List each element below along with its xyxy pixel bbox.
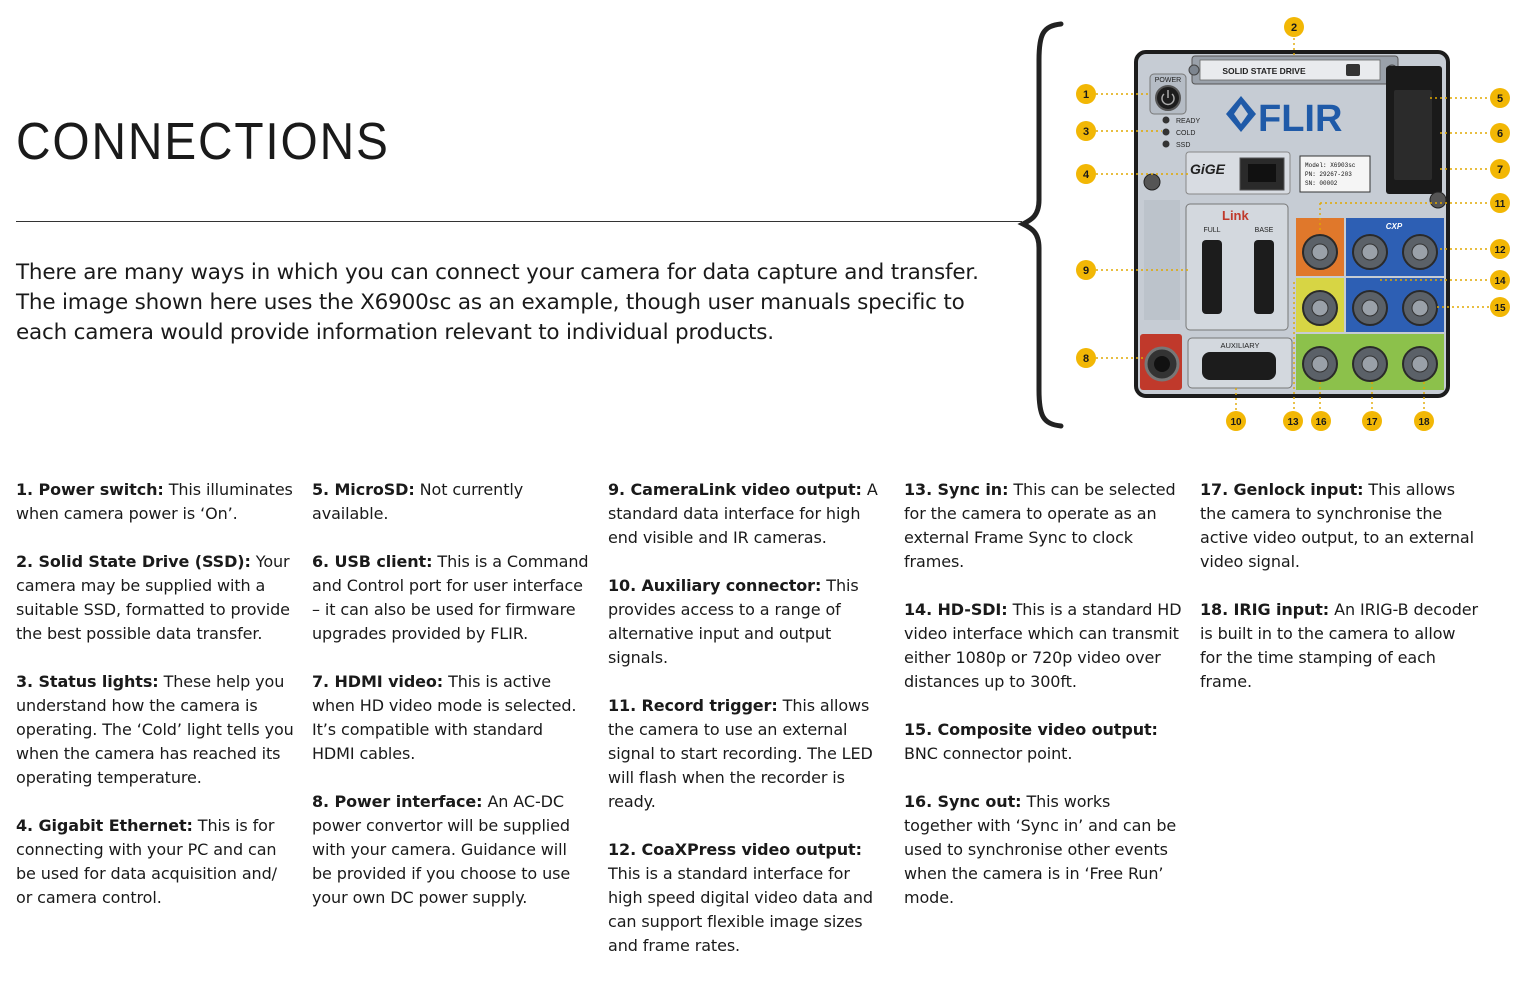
callout-18 bbox=[1414, 411, 1434, 431]
item-hd-sdi: 14. HD-SDI: This is a standard HD video interface which can transmit either 1080p or 720p video over distances up to 300ft. bbox=[904, 600, 1182, 691]
item-auxiliary: 10. Auxiliary connector: This provides access to a range of alternative input and output signals. bbox=[608, 576, 859, 667]
item-composite-video: 15. Composite video output: BNC connector point. bbox=[904, 720, 1158, 763]
intro-paragraph: There are many ways in which you can connect your camera for data capture and transfer. The image shown here uses the X6900sc as an example, though user manuals specific to each camera would provide information relevant to individual products. bbox=[16, 260, 979, 345]
callout-label-3: 3 bbox=[1082, 126, 1090, 138]
callout-10 bbox=[1226, 411, 1246, 431]
callout-4 bbox=[1076, 164, 1096, 184]
status-ready: READY bbox=[1176, 118, 1201, 125]
item-sync-out: 16. Sync out: This works together with ‘Sync in’ and can be used to synchronise other events when the camera is in ‘Free Run’ mode. bbox=[904, 792, 1177, 907]
item-hdmi-video: 7. HDMI video: This is active when HD video mode is selected. It’s compatible with standard HDMI cables. bbox=[312, 672, 577, 763]
column-2 bbox=[312, 478, 590, 934]
callout-12 bbox=[1490, 239, 1510, 259]
camera-diagram bbox=[1070, 12, 1520, 437]
callout-label-18: 18 bbox=[1418, 417, 1430, 428]
callout-14 bbox=[1490, 270, 1510, 290]
power-label: POWER bbox=[1154, 77, 1182, 84]
item-gigabit-ethernet: 4. Gigabit Ethernet: This is for connecting with your PC and can be used for data acquisition and/ or camera control. bbox=[16, 816, 277, 907]
gige-logo: GiGE bbox=[1190, 161, 1226, 177]
callout-label-15: 15 bbox=[1494, 303, 1506, 314]
callout-label-5: 5 bbox=[1496, 93, 1504, 105]
callout-label-12: 12 bbox=[1494, 245, 1506, 256]
model-line: Model: X6903sc bbox=[1305, 162, 1356, 169]
callout-9 bbox=[1076, 260, 1096, 280]
column-4 bbox=[904, 478, 1182, 934]
callout-label-16: 16 bbox=[1315, 417, 1327, 428]
column-1 bbox=[16, 478, 294, 934]
callout-label-6: 6 bbox=[1496, 128, 1504, 140]
callout-2 bbox=[1284, 17, 1304, 37]
callout-label-7: 7 bbox=[1496, 164, 1504, 176]
item-usb-client: 6. USB client: This is a Command and Control port for user interface – it can also be used for firmware upgrades provided by FLIR. bbox=[312, 552, 589, 643]
title-divider bbox=[16, 221, 1022, 222]
auxiliary-label: AUXILIARY bbox=[1220, 341, 1260, 350]
item-power-switch: 1. Power switch: This illuminates when camera power is ‘On’. bbox=[16, 480, 293, 523]
callout-label-13: 13 bbox=[1287, 417, 1299, 428]
cameralink-logo: Link bbox=[1222, 208, 1249, 223]
callout-8 bbox=[1076, 348, 1096, 368]
status-cold: COLD bbox=[1176, 130, 1196, 137]
callout-16 bbox=[1311, 411, 1331, 431]
callout-label-4: 4 bbox=[1082, 169, 1090, 181]
callout-7 bbox=[1490, 159, 1510, 179]
sn-line: SN: 00002 bbox=[1305, 180, 1338, 187]
cameralink-full-port bbox=[1202, 240, 1222, 314]
callout-label-17: 17 bbox=[1366, 417, 1378, 428]
item-ssd: 2. Solid State Drive (SSD): Your camera may be supplied with a suitable SSD, formatted to provide the best possible data transfer. bbox=[16, 552, 290, 643]
callout-label-9: 9 bbox=[1082, 265, 1090, 277]
callout-5 bbox=[1490, 88, 1510, 108]
callout-13 bbox=[1283, 411, 1303, 431]
cameralink-base-port bbox=[1254, 240, 1274, 314]
callout-label-10: 10 bbox=[1230, 417, 1242, 428]
item-coaxpress: 12. CoaXPress video output: This is a standard interface for high speed digital video data and can support flexible image sizes and frame rates. bbox=[608, 840, 873, 955]
callout-label-1: 1 bbox=[1082, 89, 1090, 101]
cxp-label: CXP bbox=[1385, 222, 1403, 231]
callout-label-14: 14 bbox=[1494, 276, 1506, 287]
callout-15 bbox=[1490, 297, 1510, 317]
column-3 bbox=[608, 478, 886, 982]
item-status-lights: 3. Status lights: These help you understand how the camera is operating. The ‘Cold’ light tells you when the camera has reached its operating temperature. bbox=[16, 672, 294, 787]
curly-brace bbox=[1015, 20, 1065, 430]
cameralink-base: BASE bbox=[1254, 227, 1274, 234]
item-power-interface: 8. Power interface: An AC-DC power convertor will be supplied with your camera. Guidance will be provided if you choose to use your own DC power supply. bbox=[312, 792, 571, 907]
item-irig: 18. IRIG input: An IRIG-B decoder is built in to the camera to allow for the time stamping of each frame. bbox=[1200, 600, 1478, 691]
callout-3 bbox=[1076, 121, 1096, 141]
callout-17 bbox=[1362, 411, 1382, 431]
item-sync-in: 13. Sync in: This can be selected for the camera to operate as an external Frame Sync to clock frames. bbox=[904, 480, 1176, 571]
item-genlock: 17. Genlock input: This allows the camera to synchronise the active video output, to an external video signal. bbox=[1200, 480, 1474, 571]
callout-11 bbox=[1490, 193, 1510, 213]
callout-6 bbox=[1490, 123, 1510, 143]
callout-1 bbox=[1076, 84, 1096, 104]
ssd-label: SOLID STATE DRIVE bbox=[1222, 66, 1306, 76]
item-microsd: 5. MicroSD: Not currently available. bbox=[312, 480, 524, 523]
cameralink-full: FULL bbox=[1203, 227, 1221, 234]
page-title: CONNECTIONS bbox=[16, 113, 390, 171]
item-cameralink: 9. CameraLink video output: A standard data interface for high end visible and IR cameras. bbox=[608, 480, 878, 547]
column-5 bbox=[1200, 478, 1478, 718]
callout-label-11: 11 bbox=[1494, 199, 1506, 210]
flir-logo-text: FLIR bbox=[1258, 98, 1343, 140]
auxiliary-port bbox=[1202, 352, 1276, 380]
item-record-trigger: 11. Record trigger: This allows the camera to use an external signal to start recording. The LED will flash when the recorder is ready. bbox=[608, 696, 873, 811]
callout-label-2: 2 bbox=[1290, 22, 1298, 34]
callout-label-8: 8 bbox=[1082, 353, 1090, 365]
pn-line: PN: 29267-203 bbox=[1305, 171, 1352, 178]
status-ssd: SSD bbox=[1176, 142, 1191, 149]
